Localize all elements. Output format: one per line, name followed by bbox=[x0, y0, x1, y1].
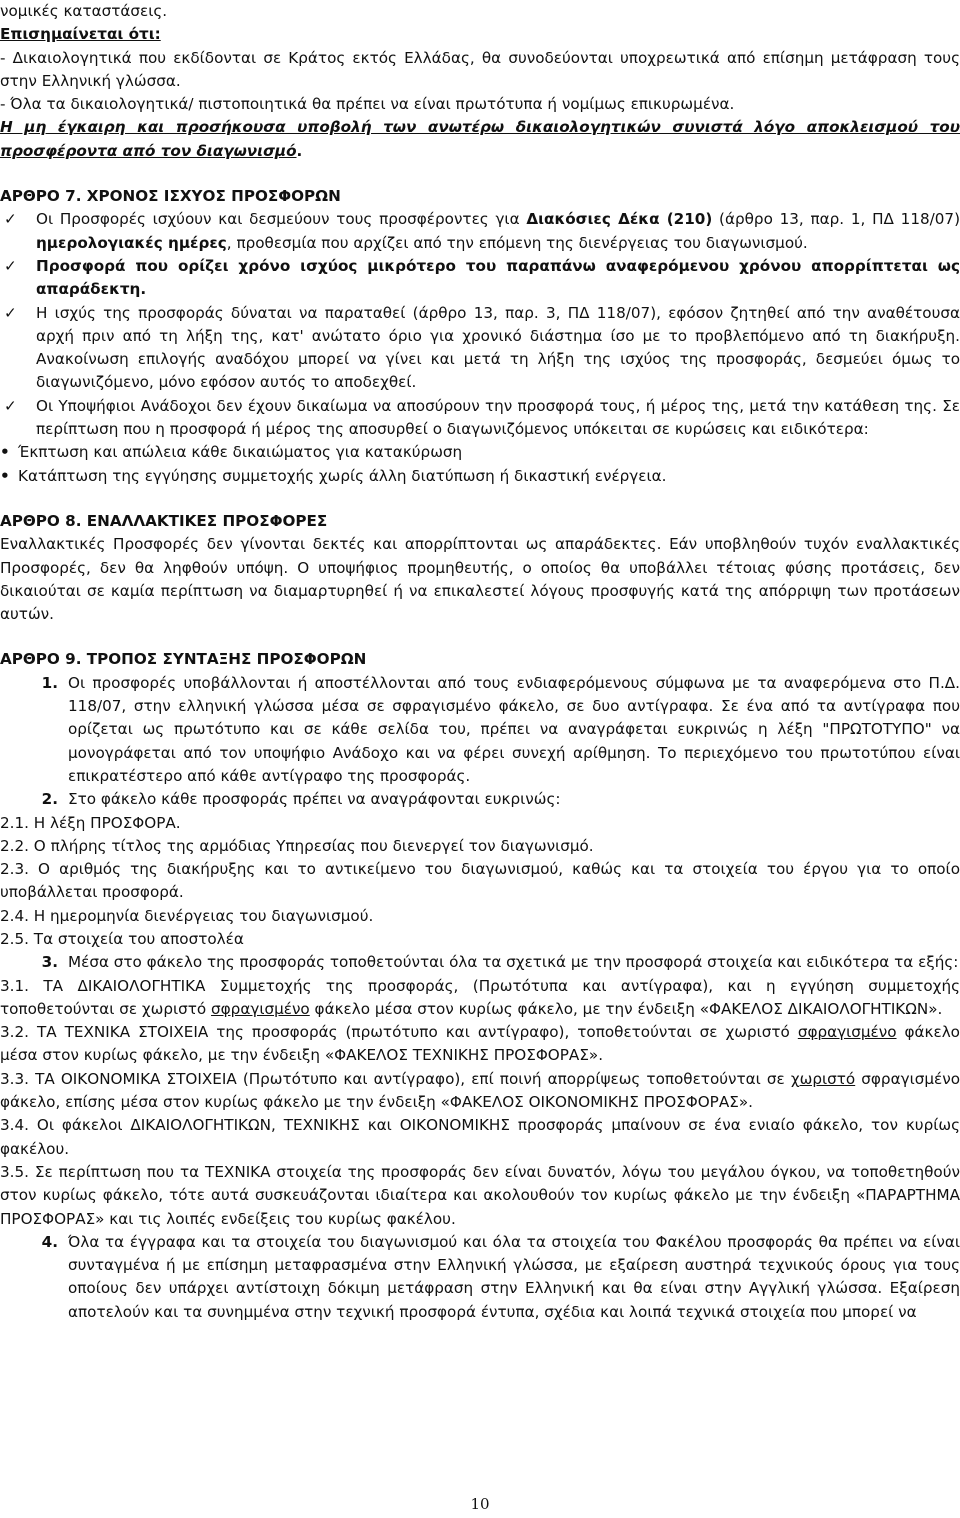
article-7-label: ΑΡΘΡΟ 7. bbox=[0, 187, 82, 206]
numbered-paragraph bbox=[0, 951, 960, 974]
note-translation: - Δικαιολογητικά που εκδίδονται σε Κράτος εκτός Ελλάδας, θα συνοδεύονται υποχρεωτικά από επίσημη μετάφραση τους στην Ελληνική γλώσσα. bbox=[0, 48, 960, 90]
spacer bbox=[0, 488, 960, 510]
note-originals: - Όλα τα δικαιολογητικά/ πιστοποιητικά θα πρέπει να είναι πρωτότυπα ή νομίμως επικυρωμένα. bbox=[0, 95, 735, 114]
article-7-item bbox=[0, 395, 960, 442]
checkmark-icon: ✓ bbox=[4, 303, 17, 322]
article-7-item-text: Οι Υποψήφιοι Ανάδοχοι δεν έχουν δικαίωμα να αποσύρουν την προσφορά τους, ή μέρος της, μετά την κατάθεση της. Σε περίπτωση που η προσφορά ή μέρος της αποσυρθεί ο διαγωνιζόμενος υπόκειται σε κυρώσεις και ειδικότερα: bbox=[36, 396, 960, 439]
numbered-paragraph bbox=[0, 672, 960, 788]
numbered-paragraph bbox=[0, 788, 960, 811]
paragraph-text: Όλα τα έγγραφα και τα στοιχεία του διαγωνισμού και όλα τα στοιχεία του Φακέλου προσφοράς θα πρέπει να είναι συνταγμένα ή με επίσημη μεταφρασμένα στην Ελληνική γλώσσα, με εξαίρεση αυστηρά τεχνικούς όρους για τους οποίους δεν υπάρχει αντίστοιχη δόκιμη μετάφραση στην Ελληνική και θα είναι στην Αγγλική γλώσσα. Εξαίρεση αποτελούν και τα συνημμένα στην τεχνική προσφορά έντυπα, σχέδια και λοιπά τεχνικά στοιχεία που μπορεί να bbox=[68, 1232, 960, 1321]
subsection-2-1: 2.1. Η λέξη ΠΡΟΣΦΟΡΑ. bbox=[0, 813, 181, 832]
subsection-3-2: 3.2. ΤΑ ΤΕΧΝΙΚΑ ΣΤΟΙΧΕΙΑ της προσφοράς (πρωτότυπο και αντίγραφο), τοποθετούνται σε χωριστό σφραγισμένο φάκελο μέσα στον κυρίως φάκελο, με την ένδειξη «ΦΑΚΕΛΟΣ ΤΕΧΝΙΚΗΣ ΠΡΟΣΦΟΡΑΣ». bbox=[0, 1023, 960, 1065]
spacer bbox=[0, 626, 960, 648]
spacer bbox=[0, 163, 960, 185]
bullet-icon: • bbox=[0, 443, 10, 462]
subsection-3-5: 3.5. Σε περίπτωση που τα ΤΕΧΝΙΚΑ στοιχεία της προσφοράς δεν είναι δυνατόν, λόγω του μεγάλου όγκου, να τοποθετηθούν στον κυρίως φάκελο, τότε αυτά συσκευάζονται ιδιαίτερα και ακολουθούν τον κυρίως φάκελο με την ένδειξη «ΠΑΡΑΡΤΗΜΑ ΠΡΟΣΦΟΡΑΣ» και τις λοιπές ενδείξεις του κυρίως φακέλου. bbox=[0, 1162, 960, 1228]
article-8-title: ΕΝΑΛΛΑΚΤΙΚΕΣ ΠΡΟΣΦΟΡΕΣ bbox=[86, 511, 328, 530]
article-7-item-text: Προσφορά που ορίζει χρόνο ισχύος μικρότερο του παραπάνω αναφερόμενου χρόνου απορρίπτεται ως απαράδεκτη. bbox=[36, 256, 960, 299]
checkmark-icon: ✓ bbox=[4, 396, 17, 415]
article-7-item bbox=[0, 208, 960, 255]
article-7-item bbox=[0, 302, 960, 395]
exclusion-warning bbox=[0, 116, 960, 163]
subsection-2-3: 2.3. Ο αριθμός της διακήρυξης και το αντικείμενο του διαγωνισμού, καθώς και τα στοιχεία του έργου για το οποίο υποβάλλεται προσφορά. bbox=[0, 860, 960, 902]
paragraph-number: 3. bbox=[41, 953, 58, 972]
sanction-text: Έκπτωση και απώλεια κάθε δικαιώματος για κατακύρωση bbox=[18, 443, 463, 462]
article-9-label: ΑΡΘΡΟ 9. bbox=[0, 650, 82, 669]
subsection-2-2: 2.2. Ο πλήρης τίτλος της αρμόδιας Υπηρεσίας που διενεργεί τον διαγωνισμό. bbox=[0, 836, 594, 855]
subsection-2-5: 2.5. Τα στοιχεία του αποστολέα bbox=[0, 929, 244, 948]
exclusion-warning-end: . bbox=[296, 141, 303, 160]
subsection-3-1: 3.1. ΤΑ ΔΙΚΑΙΟΛΟΓΗΤΙΚΑ Συμμετοχής της προσφοράς, (Πρωτότυπα και αντίγραφα), και η εγγύηση συμμετοχής τοποθετούνται σε χωριστό σφραγισμένο φάκελο μέσα στον κυρίως φάκελο, με την ένδειξη «ΦΑΚΕΛΟΣ ΔΙΚΑΙΟΛΟΓΗΤΙΚΩΝ». bbox=[0, 976, 960, 1018]
exclusion-warning-text: Η μη έγκαιρη και προσήκουσα υποβολή των ανωτέρω δικαιολογητικών συνιστά λόγο αποκλεισμού του προσφέροντα από τον διαγωνισμό bbox=[0, 118, 960, 160]
paragraph-text: Στο φάκελο κάθε προσφοράς πρέπει να αναγράφονται ευκρινώς: bbox=[68, 790, 561, 809]
paragraph-number: 1. bbox=[41, 673, 58, 692]
paragraph-text: Οι προσφορές υποβάλλονται ή αποστέλλονται από τους ενδιαφερόμενους σύμφωνα με τα αναφερόμενα στο Π.Δ. 118/07, στην ελληνική γλώσσα μέσα σε σφραγισμένο φάκελο, σε δυο αντίγραφα. Σε ένα από τα αντίγραφα που ορίζεται ως πρωτότυπο και σε κάθε σελίδα του, πρέπει να αναγράφεται ευκρινώς η λέξη "ΠΡΩΤΟΤΥΠΟ" να μονογράφεται από τον υποψήφιο Ανάδοχο και να φέρει συνεχή αρίθμηση. Το περιεχόμενο του πρωτοτύπου είναι επικρατέστερο από κάθε αντίγραφο της προσφοράς. bbox=[68, 673, 960, 785]
article-8-body: Εναλλακτικές Προσφορές δεν γίνονται δεκτές και απορρίπτονται ως απαράδεκτες. Εάν υποβληθούν τυχόν εναλλακτικές Προσφορές, δεν θα ληφθούν υπόψη. Ο υποψήφιος προμηθευτής, ο οποίος θα υποβάλλει τέτοιας φύσης προτάσεις, δεν δικαιούται σε καμία περίπτωση να διαμαρτυρηθεί ή να επικαλεστεί λόγους προσφυγής κατά της απόρριψη των προτάσεων αυτών. bbox=[0, 535, 960, 624]
intro-line: νομικές καταστάσεις. bbox=[0, 2, 168, 20]
subsection-3-4: 3.4. Οι φάκελοι ΔΙΚΑΙΟΛΟΓΗΤΙΚΩΝ, ΤΕΧΝΙΚΗΣ και ΟΙΚΟΝΟΜΙΚΗΣ προσφοράς μπαίνουν σε ένα ενιαίο φάκελο, τον κυρίως φακέλου. bbox=[0, 1116, 960, 1158]
article-7-heading bbox=[0, 185, 960, 208]
numbered-paragraph bbox=[0, 1231, 960, 1324]
bullet-icon: • bbox=[0, 466, 10, 485]
sanction-text: Κατάπτωση της εγγύησης συμμετοχής χωρίς άλλη διατύπωση ή δικαστική ενέργεια. bbox=[18, 466, 667, 485]
checkmark-icon: ✓ bbox=[4, 210, 17, 229]
paragraph-number: 2. bbox=[41, 790, 58, 809]
page-number: 10 bbox=[470, 1495, 490, 1513]
subsection-2-4: 2.4. Η ημερομηνία διενέργειας του διαγωνισμού. bbox=[0, 906, 374, 925]
article-7-item-text: Οι Προσφορές ισχύουν και δεσμεύουν τους προσφέροντες για Διακόσιες Δέκα (210) (άρθρο 13, παρ. 1, ΠΔ 118/07) ημερολογιακές ημέρες, προθεσμία που αρχίζει από την επόμενη της διενέργειας του διαγωνισμού. bbox=[36, 210, 960, 252]
subsection-3-3: 3.3. ΤΑ ΟΙΚΟΝΟΜΙΚΑ ΣΤΟΙΧΕΙΑ (Πρωτότυπο και αντίγραφο), επί ποινή απορρίψεως τοποθετούνται σε χωριστό σφραγισμένο φάκελο, επίσης μέσα στον κυρίως φάκελο με την ένδειξη «ΦΑΚΕΛΟΣ ΟΙΚΟΝΟΜΙΚΗΣ ΠΡΟΣΦΟΡΑΣ». bbox=[0, 1069, 960, 1112]
paragraph-number: 4. bbox=[41, 1232, 58, 1251]
sanction-bullet bbox=[0, 465, 960, 488]
article-9-title: ΤΡΟΠΟΣ ΣΥΝΤΑΞΗΣ ΠΡΟΣΦΟΡΩΝ bbox=[86, 650, 367, 669]
article-8-label: ΑΡΘΡΟ 8. bbox=[0, 511, 82, 530]
article-7-item bbox=[0, 255, 960, 302]
article-9-heading bbox=[0, 648, 960, 671]
note-heading: Επισημαίνεται ότι: bbox=[0, 25, 161, 44]
sanction-bullet bbox=[0, 441, 960, 464]
article-8-heading bbox=[0, 510, 960, 533]
checkmark-icon: ✓ bbox=[4, 256, 17, 275]
paragraph-text: Μέσα στο φάκελο της προσφοράς τοποθετούνται όλα τα σχετικά με την προσφορά στοιχεία και ειδικότερα τα εξής: bbox=[68, 953, 959, 972]
article-7-title: ΧΡΟΝΟΣ ΙΣΧΥΟΣ ΠΡΟΣΦΟΡΩΝ bbox=[86, 187, 341, 206]
article-7-item-text: Η ισχύς της προσφοράς δύναται να παραταθεί (άρθρο 13, παρ. 3, ΠΔ 118/07), εφόσον ζητηθεί από την αναθέτουσα αρχή πριν από τη λήξη της, κατ' ανώτατο όριο για χρονικό διάστημα ίσο με το προβλεπόμενο από τη διακήρυξη. Ανακοίνωση επιλογής αναδόχου μπορεί να γίνει και μετά τη λήξη της ισχύος της προσφοράς, δεσμεύει όμως το διαγωνιζόμενο, μόνο εφόσον αυτός το αποδεχθεί. bbox=[36, 303, 960, 392]
